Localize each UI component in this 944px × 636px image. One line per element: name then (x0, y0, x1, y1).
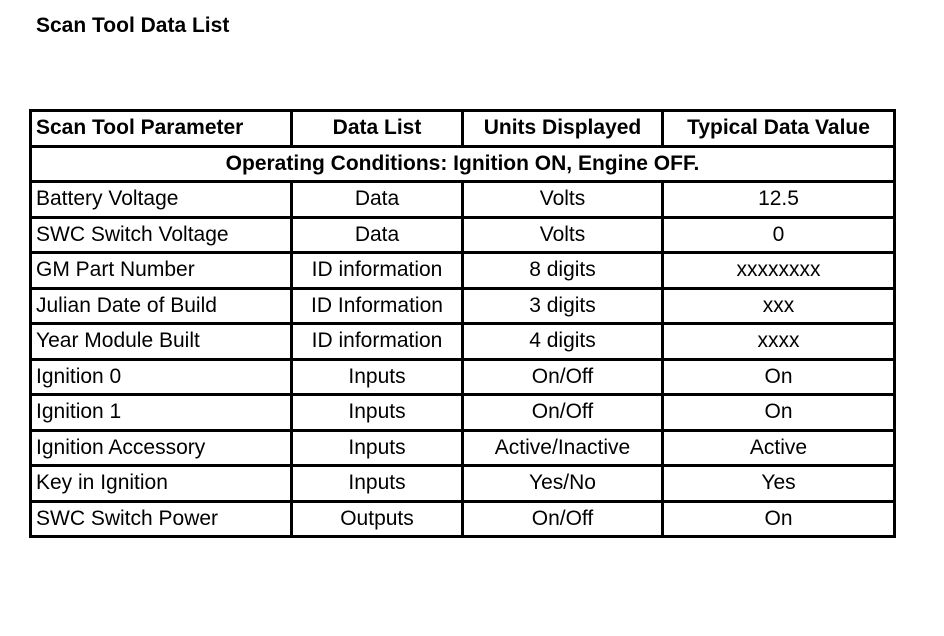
typical-value-cell: On (663, 395, 895, 431)
typical-value-cell: Yes (663, 466, 895, 502)
table-row (31, 324, 895, 360)
typical-value-cell: xxx (663, 288, 895, 324)
table-row (31, 501, 895, 537)
typical-value-cell: On (663, 501, 895, 537)
typical-value-cell: 12.5 (663, 182, 895, 218)
parameter-cell: SWC Switch Voltage (31, 217, 292, 253)
typical-value-cell: xxxx (663, 324, 895, 360)
units-cell: On/Off (463, 395, 663, 431)
parameter-cell: Year Module Built (31, 324, 292, 360)
data-list-cell: ID information (292, 253, 463, 289)
table-row (31, 288, 895, 324)
units-cell: Active/Inactive (463, 430, 663, 466)
column-header-typical-value: Typical Data Value (663, 111, 895, 147)
table-row (31, 359, 895, 395)
parameter-cell: Ignition 1 (31, 395, 292, 431)
units-cell: 3 digits (463, 288, 663, 324)
units-cell: On/Off (463, 359, 663, 395)
data-list-cell: ID information (292, 324, 463, 360)
table-header-row (31, 111, 895, 147)
scan-tool-data-table (29, 109, 896, 538)
parameter-cell: Julian Date of Build (31, 288, 292, 324)
units-cell: Yes/No (463, 466, 663, 502)
data-list-cell: Inputs (292, 359, 463, 395)
parameter-cell: Key in Ignition (31, 466, 292, 502)
typical-value-cell: On (663, 359, 895, 395)
typical-value-cell: 0 (663, 217, 895, 253)
parameter-cell: Ignition 0 (31, 359, 292, 395)
parameter-cell: SWC Switch Power (31, 501, 292, 537)
table-row (31, 430, 895, 466)
parameter-cell: Ignition Accessory (31, 430, 292, 466)
data-list-cell: ID Information (292, 288, 463, 324)
operating-conditions-label: Operating Conditions: Ignition ON, Engine OFF. (31, 146, 895, 182)
table-row (31, 182, 895, 218)
data-list-cell: Data (292, 182, 463, 218)
data-list-cell: Inputs (292, 395, 463, 431)
data-list-cell: Data (292, 217, 463, 253)
units-cell: Volts (463, 217, 663, 253)
data-list-cell: Inputs (292, 466, 463, 502)
data-list-cell: Inputs (292, 430, 463, 466)
column-header-parameter: Scan Tool Parameter (31, 111, 292, 147)
table-row (31, 466, 895, 502)
column-header-units: Units Displayed (463, 111, 663, 147)
typical-value-cell: xxxxxxxx (663, 253, 895, 289)
units-cell: 8 digits (463, 253, 663, 289)
table-row (31, 395, 895, 431)
page-title: Scan Tool Data List (36, 14, 230, 37)
units-cell: 4 digits (463, 324, 663, 360)
table-row (31, 217, 895, 253)
section-row (31, 146, 895, 182)
units-cell: On/Off (463, 501, 663, 537)
parameter-cell: GM Part Number (31, 253, 292, 289)
table-row (31, 253, 895, 289)
parameter-cell: Battery Voltage (31, 182, 292, 218)
units-cell: Volts (463, 182, 663, 218)
column-header-data-list: Data List (292, 111, 463, 147)
typical-value-cell: Active (663, 430, 895, 466)
data-list-cell: Outputs (292, 501, 463, 537)
